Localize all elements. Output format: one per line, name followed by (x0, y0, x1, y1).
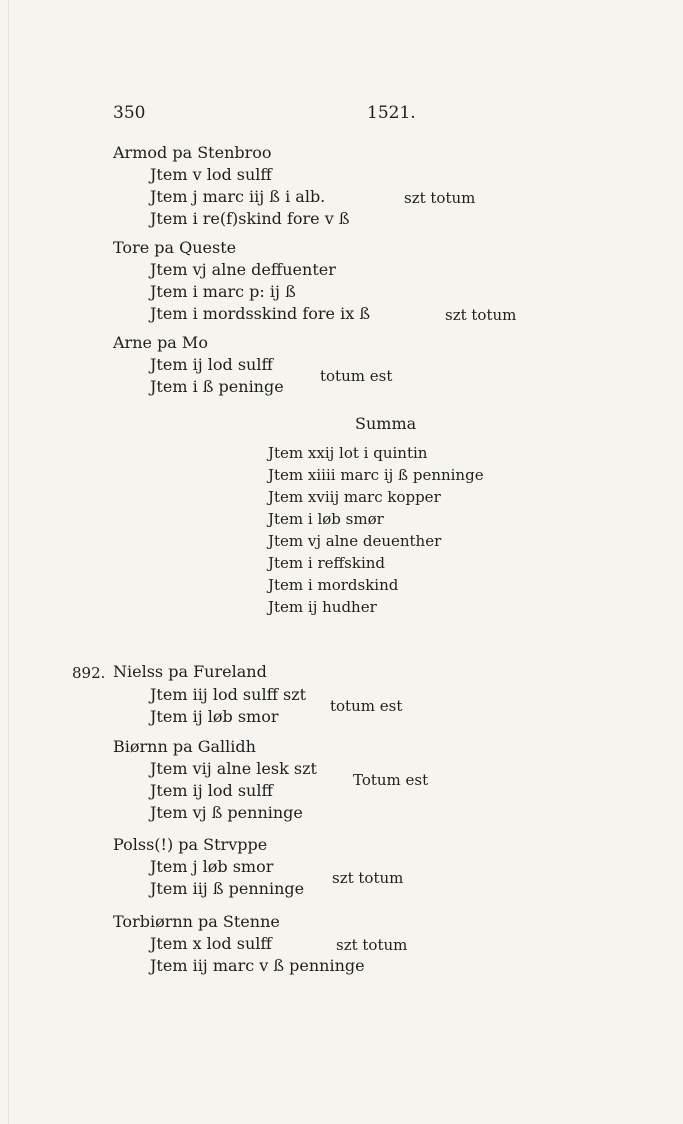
entry-note: szt totum (336, 936, 408, 954)
entry-note: totum est (330, 697, 403, 715)
entry-name: Biørnn pa Gallidh (113, 737, 256, 756)
entry-name: Arne pa Mo (113, 333, 208, 352)
entry-note: Totum est (353, 771, 429, 789)
summa-line: Jtem ij hudher (268, 598, 377, 616)
entry-line: Jtem ij lod sulff (150, 781, 273, 800)
section-number: 892. (72, 664, 106, 682)
entry-line: Jtem i mordsskind fore ix ß (150, 304, 371, 323)
entry-name: Torbiørnn pa Stenne (113, 912, 280, 931)
entry-name: Tore pa Queste (113, 238, 237, 257)
entry-line: Jtem i re(f)skind fore v ß (150, 209, 350, 228)
entry-line: Jtem vij alne lesk szt (150, 759, 317, 778)
entry-name: Nielss pa Fureland (113, 662, 267, 681)
summa-line: Jtem i reffskind (268, 554, 386, 572)
entry-line: Jtem i ß peninge (150, 377, 284, 396)
entry-line: Jtem vj ß penninge (150, 803, 303, 822)
summa-line: Jtem i mordskind (268, 576, 399, 594)
entry-line: Jtem iij marc v ß penninge (150, 956, 365, 975)
summa-line: Jtem xxij lot i quintin (268, 444, 428, 462)
summa-title: Summa (355, 414, 417, 433)
page-edge (8, 0, 9, 1124)
entry-line: Jtem x lod sulff (150, 934, 272, 953)
entry-name: Polss(!) pa Strvppe (113, 835, 268, 854)
entry-line: Jtem iij lod sulff szt (150, 685, 307, 704)
summa-line: Jtem vj alne deuenther (268, 532, 442, 550)
entry-line: Jtem ij løb smor (150, 707, 279, 726)
entry-note: szt totum (404, 189, 476, 207)
summa-line: Jtem i løb smør (268, 510, 384, 528)
entry-name: Armod pa Stenbroo (113, 143, 272, 162)
entry-note: totum est (320, 367, 393, 385)
entry-line: Jtem i marc p: ij ß (150, 282, 296, 301)
entry-note: szt totum (332, 869, 404, 887)
entry-line: Jtem vj alne deffuenter (150, 260, 336, 279)
entry-line: Jtem j løb smor (150, 857, 274, 876)
summa-line: Jtem xiiii marc ij ß penninge (268, 466, 484, 484)
entry-note: szt totum (445, 306, 517, 324)
entry-line: Jtem v lod sulff (150, 165, 272, 184)
entry-line: Jtem iij ß penninge (150, 879, 305, 898)
entry-line: Jtem j marc iij ß i alb. (150, 187, 326, 206)
summa-line: Jtem xviij marc kopper (268, 488, 441, 506)
page-year: 1521. (367, 103, 416, 123)
entry-line: Jtem ij lod sulff (150, 355, 273, 374)
page-number: 350 (113, 103, 146, 123)
